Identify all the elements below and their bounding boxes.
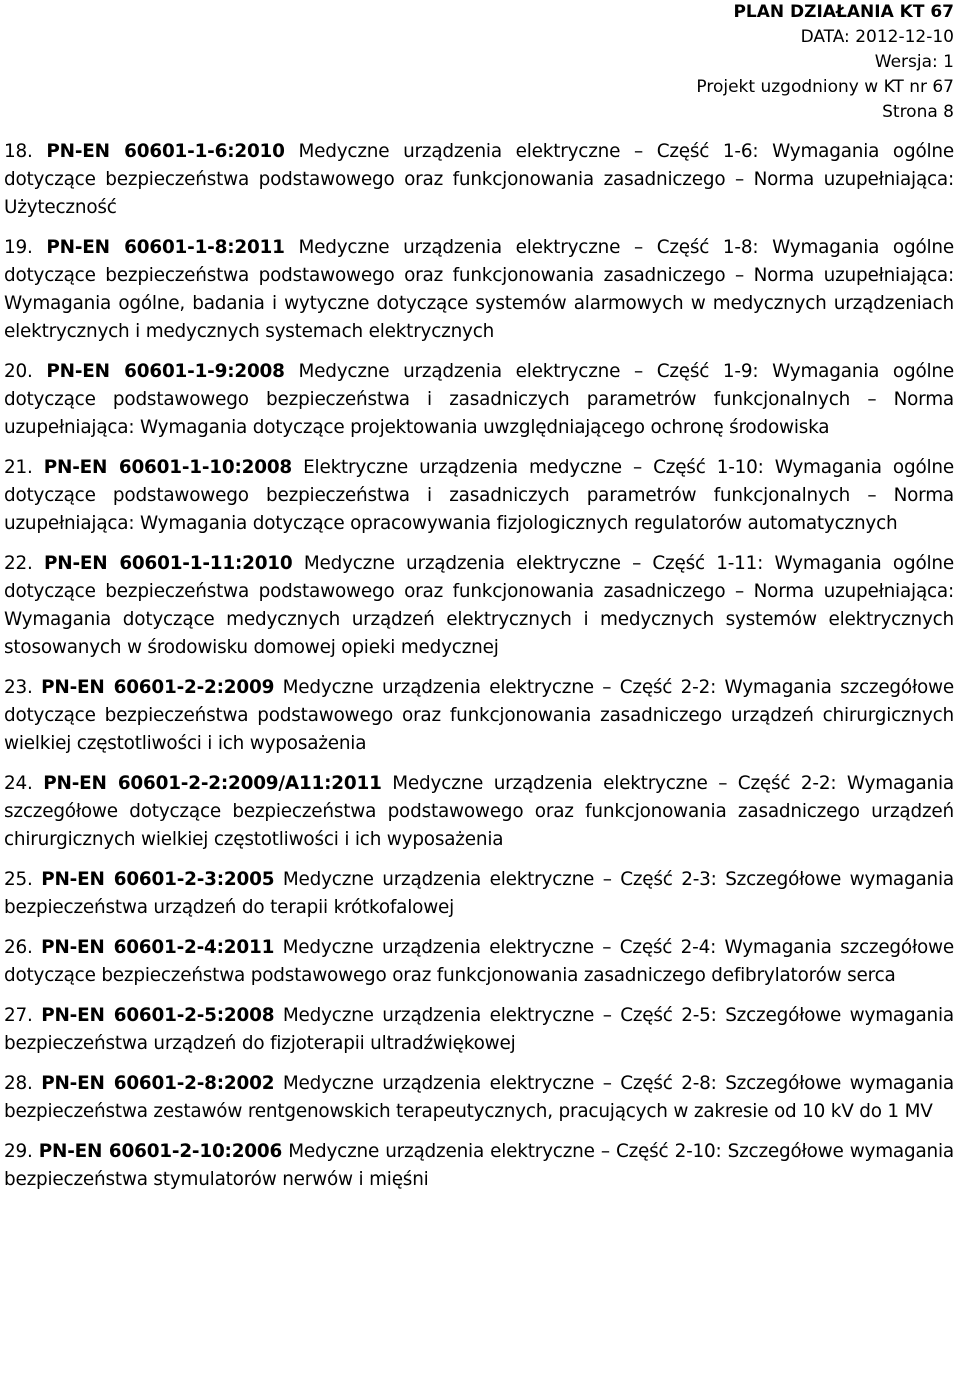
standard-title: Medyczne urządzenia elektryczne – Część 2-5: Szczegółowe wymagania bezpieczeństwa urządzeń do fizjoterapii ultradźwiękowej [4, 1005, 954, 1054]
list-item [4, 1138, 954, 1194]
item-number: 21. [4, 457, 33, 478]
standard-title: Medyczne urządzenia elektryczne – Część 2-2: Wymagania szczegółowe dotyczące bezpieczeństwa podstawowego oraz funkcjonowania zasadniczego urządzeń chirurgicznych wielkiej częstotliwości i ich wyposażenia [4, 773, 954, 850]
list-item [4, 674, 954, 758]
list-item [4, 1070, 954, 1126]
plan-title: PLAN DZIAŁANIA KT 67 [733, 2, 954, 22]
item-number: 26. [4, 937, 33, 958]
item-number: 20. [4, 361, 33, 382]
standard-title: Medyczne urządzenia elektryczne – Część 1-11: Wymagania ogólne dotyczące bezpieczeństwa podstawowego oraz funkcjonowania zasadniczego – Norma uzupełniająca: Wymagania dotyczące medycznych urządzeń elektrycznych i medycznych systemów elektrycznych stosowanych w środowisku domowej opieki medycznej [4, 553, 954, 658]
list-item [4, 866, 954, 922]
page-number: Strona 8 [882, 102, 954, 122]
item-number: 27. [4, 1005, 33, 1026]
standard-code: PN-EN 60601-2-2:2009 [41, 677, 275, 698]
standard-title: Medyczne urządzenia elektryczne – Część 1-9: Wymagania ogólne dotyczące podstawowego bezpieczeństwa i zasadniczych parametrów funkcjonalnych – Norma uzupełniająca: Wymagania dotyczące projektowania uwzględniającego ochronę środowiska [4, 361, 954, 438]
list-item [4, 550, 954, 662]
list-item [4, 770, 954, 854]
standard-code: PN-EN 60601-2-2:2009/A11:2011 [43, 773, 382, 794]
standards-list [4, 138, 954, 1206]
list-item [4, 1002, 954, 1058]
standard-code: PN-EN 60601-2-4:2011 [41, 937, 275, 958]
item-number: 22. [4, 553, 33, 574]
standard-title: Medyczne urządzenia elektryczne – Część 2-4: Wymagania szczegółowe dotyczące bezpieczeństwa podstawowego oraz funkcjonowania zasadniczego defibrylatorów serca [4, 937, 954, 986]
list-item [4, 234, 954, 346]
standard-title: Medyczne urządzenia elektryczne – Część 2-10: Szczegółowe wymagania bezpieczeństwa stymulatorów nerwów i mięśni [4, 1141, 954, 1190]
document-version: Wersja: 1 [874, 52, 954, 72]
standard-code: PN-EN 60601-1-9:2008 [46, 361, 285, 382]
item-number: 24. [4, 773, 33, 794]
item-number: 28. [4, 1073, 33, 1094]
project-note: Projekt uzgodniony w KT nr 67 [696, 77, 954, 97]
standard-code: PN-EN 60601-2-10:2006 [38, 1141, 283, 1162]
list-item [4, 454, 954, 538]
standard-code: PN-EN 60601-2-8:2002 [41, 1073, 275, 1094]
standard-title: Medyczne urządzenia elektryczne – Część 1-8: Wymagania ogólne dotyczące bezpieczeństwa podstawowego oraz funkcjonowania zasadniczego – Norma uzupełniająca: Wymagania ogólne, badania i wytyczne dotyczące systemów alarmowych w medycznych urządzeniach elektrycznych i medycznych systemach elektrycznych [4, 237, 954, 342]
standard-code: PN-EN 60601-2-3:2005 [41, 869, 275, 890]
standard-code: PN-EN 60601-1-8:2011 [46, 237, 285, 258]
standard-title: Medyczne urządzenia elektryczne – Część 2-3: Szczegółowe wymagania bezpieczeństwa urządzeń do terapii krótkofalowej [4, 869, 954, 918]
item-number: 29. [4, 1141, 33, 1162]
standard-code: PN-EN 60601-1-10:2008 [43, 457, 293, 478]
item-number: 19. [4, 237, 33, 258]
standard-code: PN-EN 60601-1-6:2010 [46, 141, 285, 162]
standard-code: PN-EN 60601-2-5:2008 [41, 1005, 275, 1026]
item-number: 23. [4, 677, 33, 698]
standard-title: Medyczne urządzenia elektryczne – Część 2-2: Wymagania szczegółowe dotyczące bezpieczeństwa podstawowego oraz funkcjonowania zasadniczego urządzeń chirurgicznych wielkiej częstotliwości i ich wyposażenia [4, 677, 954, 754]
list-item [4, 934, 954, 990]
item-number: 18. [4, 141, 33, 162]
list-item [4, 358, 954, 442]
standard-title: Medyczne urządzenia elektryczne – Część 2-8: Szczegółowe wymagania bezpieczeństwa zestawów rentgenowskich terapeutycznych, pracujących w zakresie od 10 kV do 1 MV [4, 1073, 954, 1122]
standard-code: PN-EN 60601-1-11:2010 [43, 553, 293, 574]
standard-title: Elektryczne urządzenia medyczne – Część 1-10: Wymagania ogólne dotyczące podstawowego bezpieczeństwa i zasadniczych parametrów funkcjonalnych – Norma uzupełniająca: Wymagania dotyczące opracowywania fizjologicznych regulatorów automatycznych [4, 457, 954, 534]
list-item [4, 138, 954, 222]
document-date: DATA: 2012-12-10 [800, 27, 954, 47]
document-header [696, 0, 954, 125]
item-number: 25. [4, 869, 33, 890]
standard-title: Medyczne urządzenia elektryczne – Część 1-6: Wymagania ogólne dotyczące bezpieczeństwa podstawowego oraz funkcjonowania zasadniczego – Norma uzupełniająca: Użyteczność [4, 141, 954, 218]
